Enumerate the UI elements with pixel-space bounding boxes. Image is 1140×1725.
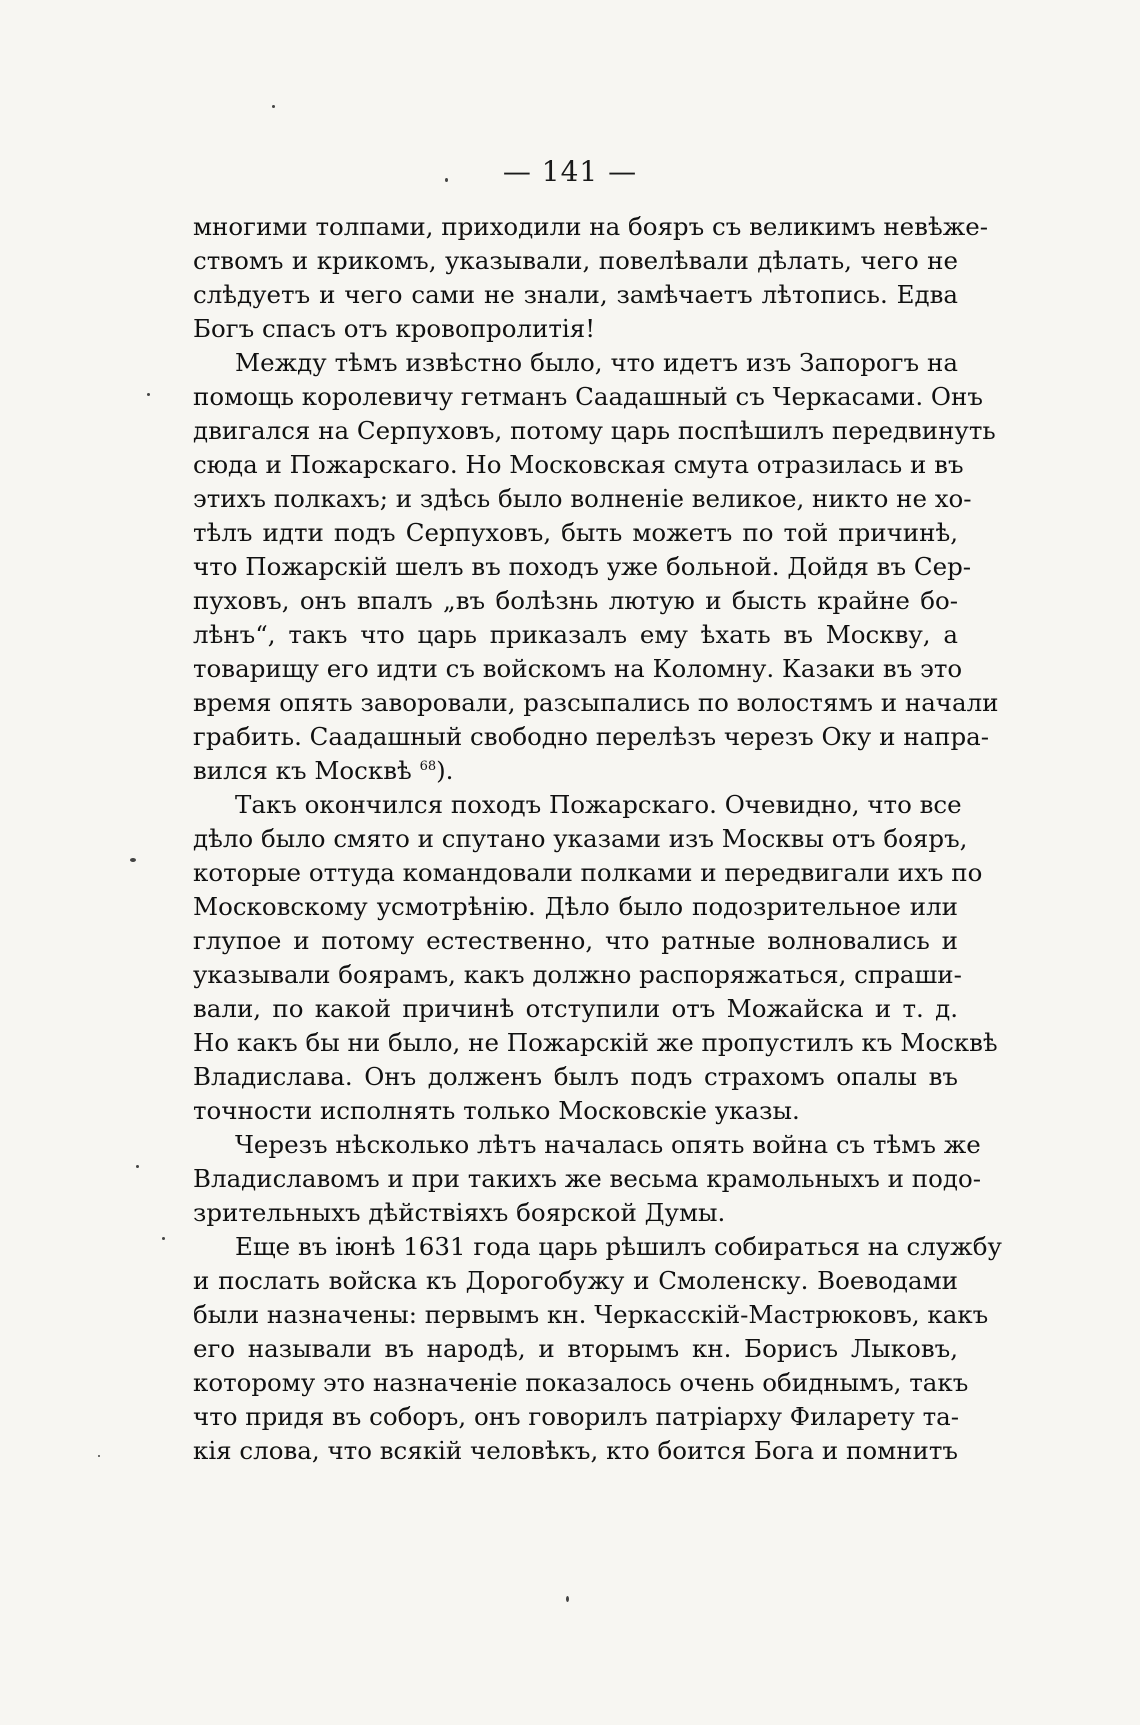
text-line: и послать войска къ Дорогобужу и Смоленску. Воеводами — [193, 1266, 958, 1295]
text-line: ствомъ и крикомъ, указывали, повелѣвали дѣлать, чего не — [193, 246, 958, 275]
text-line: пуховъ, онъ впалъ „въ болѣзнь лютую и бысть крайне бо- — [193, 586, 958, 615]
text-line: Еще въ іюнѣ 1631 года царь рѣшилъ собираться на службу — [235, 1232, 1002, 1261]
footnote-marker: 68 — [419, 759, 437, 774]
text-line: зрительныхъ дѣйствіяхъ боярской Думы. — [193, 1198, 726, 1227]
text-line: глупое и потому естественно, что ратные волновались и — [193, 926, 958, 955]
text-line: точности исполнять только Московскіе указы. — [193, 1096, 800, 1125]
text-line: сюда и Пожарскаго. Но Московская смута отразилась и въ — [193, 450, 964, 479]
text-line: Но какъ бы ни было, не Пожарскій же пропустилъ къ Москвѣ — [193, 1028, 998, 1057]
scan-speck — [162, 1237, 165, 1240]
scan-speck — [98, 1455, 100, 1457]
text-line: товарищу его идти съ войскомъ на Коломну. Казаки въ это — [193, 654, 963, 683]
text-line: которому это назначеніе показалось очень обиднымъ, такъ — [193, 1368, 969, 1397]
text-line: вали, по какой причинѣ отступили отъ Можайска и т. д. — [193, 994, 958, 1023]
text-line: двигался на Серпуховъ, потому царь поспѣшилъ передвинуть — [193, 416, 996, 445]
text-line: Такъ окончился походъ Пожарскаго. Очевидно, что все — [235, 790, 962, 819]
paragraph-1 — [193, 210, 989, 346]
text-line: указывали боярамъ, какъ должно распоряжаться, спраши- — [193, 960, 962, 989]
text-line: его называли въ народѣ, и вторымъ кн. Борисъ Лыковъ, — [193, 1334, 958, 1363]
text-line: слѣдуетъ и чего сами не знали, замѣчаетъ лѣтопись. Едва — [193, 280, 958, 309]
text-line: Черезъ нѣсколько лѣтъ началась опять война съ тѣмъ же — [235, 1130, 981, 1159]
text-line: этихъ полкахъ; и здѣсь было волненіе великое, никто не хо- — [193, 484, 972, 513]
text-line: многими толпами, приходили на бояръ съ великимъ невѣже- — [193, 212, 989, 241]
text-fragment: вился къ Москвѣ — [193, 756, 412, 785]
text-line: были назначены: первымъ кн. Черкасскій-Мастрюковъ, какъ — [193, 1300, 989, 1329]
text-line: кія слова, что всякій человѣкъ, кто боится Бога и помнитъ — [193, 1436, 958, 1465]
paragraph-3 — [193, 788, 998, 1128]
text-line: Владислава. Онъ долженъ былъ подъ страхомъ опалы въ — [193, 1062, 958, 1091]
paragraph-2 — [193, 346, 999, 788]
scan-speck — [130, 858, 136, 862]
text-line: помощь королевичу гетманъ Саадашный съ Черкасами. Онъ — [193, 382, 983, 411]
text-line: лѣнъ“, такъ что царь приказалъ ему ѣхать въ Москву, а — [193, 620, 958, 649]
scan-speck — [566, 1596, 569, 1602]
text-fragment: ). — [436, 756, 454, 785]
paragraph-4 — [193, 1128, 981, 1230]
page-number: — 141 — — [502, 155, 638, 188]
text-line: грабить. Саадашный свободно перелѣзъ черезъ Оку и напра- — [193, 722, 990, 751]
scan-speck — [147, 393, 150, 396]
paragraph-5 — [193, 1230, 1002, 1468]
text-line: Между тѣмъ извѣстно было, что идетъ изъ Запорогъ на — [235, 348, 958, 377]
scan-speck — [272, 105, 275, 108]
text-line: Владиславомъ и при такихъ же весьма крамольныхъ и подо- — [193, 1164, 981, 1193]
text-line: что придя въ соборъ, онъ говорилъ патріарху Филарету та- — [193, 1402, 960, 1431]
text-line: которые оттуда командовали полками и передвигали ихъ по — [193, 858, 983, 887]
text-line: что Пожарскій шелъ въ походъ уже больной. Дойдя въ Сер- — [193, 552, 972, 581]
scan-speck — [445, 178, 448, 182]
main-text — [193, 210, 1002, 1468]
text-line: дѣло было смято и спутано указами изъ Москвы отъ бояръ, — [193, 824, 968, 853]
text-line: время опять заворовали, разсыпались по волостямъ и начали — [193, 688, 999, 717]
text-line: тѣлъ идти подъ Серпуховъ, быть можетъ по той причинѣ, — [193, 518, 958, 547]
text-line-with-footnote — [193, 754, 958, 788]
text-line: Богъ спасъ отъ кровопролитія! — [193, 314, 596, 343]
scan-speck — [136, 1165, 139, 1168]
text-line: Московскому усмотрѣнію. Дѣло было подозрительное или — [193, 892, 958, 921]
